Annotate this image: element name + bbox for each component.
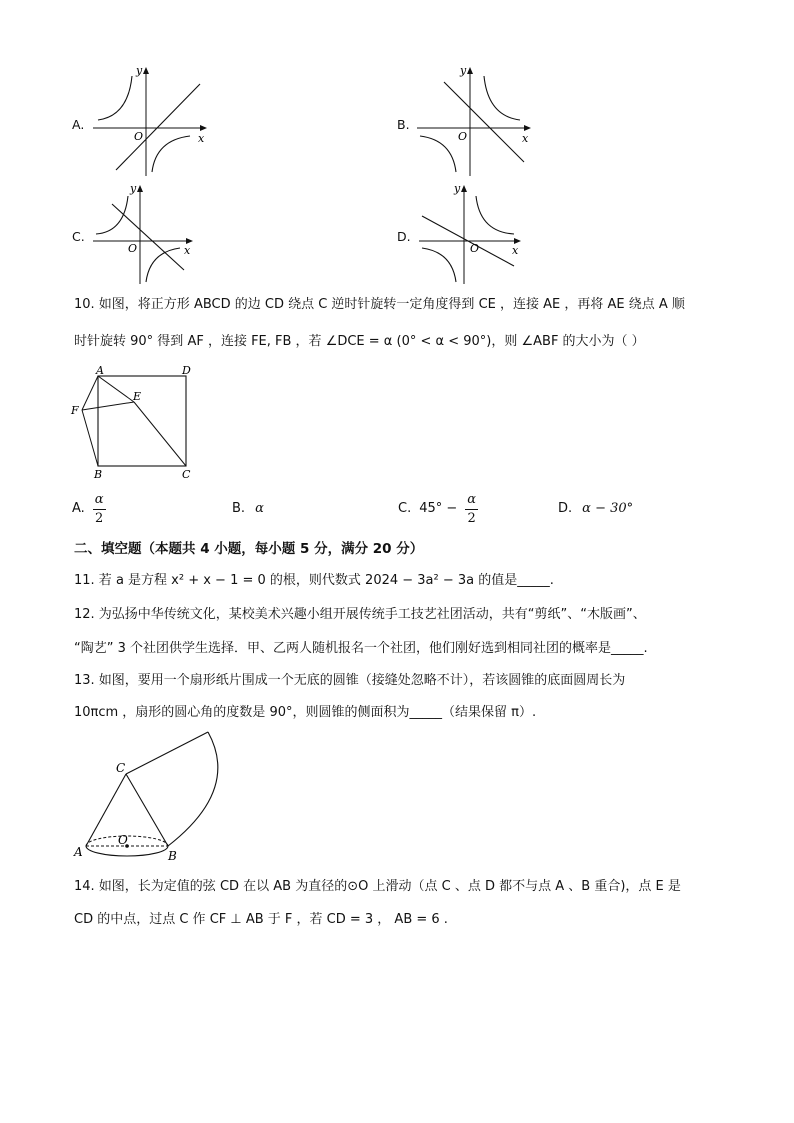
fraction xyxy=(93,491,106,528)
q10-square-figure xyxy=(68,364,198,484)
point-f-label: F xyxy=(71,404,79,417)
choice-letter: C. xyxy=(398,501,412,516)
y-axis-label: y xyxy=(454,182,461,195)
origin-label: O xyxy=(128,242,138,255)
choice-letter: A. xyxy=(72,501,85,516)
fraction xyxy=(465,491,478,528)
denominator: 2 xyxy=(467,510,476,526)
q9-graph-c xyxy=(88,180,198,288)
choice-letter: D. xyxy=(558,501,573,516)
x-axis-label: x xyxy=(198,132,205,145)
point-e-label: E xyxy=(133,390,142,403)
x-axis-label: x xyxy=(512,244,519,257)
linear-function-line xyxy=(116,84,200,170)
linear-function-line xyxy=(112,204,184,270)
section-heading: 二、填空题（本题共 4 小题，每小题 5 分，满分 20 分） xyxy=(74,541,424,557)
choice-letter: B. xyxy=(232,501,246,516)
hyperbola-branch xyxy=(420,136,456,172)
q9-option-d-letter: D. xyxy=(397,229,411,244)
q13-text-line1: 13. 如图，要用一个扇形纸片围成一个无底的圆锥（接缝处忽略不计），若该圆锥的底面圆周长为 xyxy=(74,673,626,688)
choice-value: α xyxy=(255,501,264,516)
q12-text-line2: “陶艺” 3 个社团供学生选择．甲、乙两人随机报名一个社团，他们刚好选到相同社团的概率是_____. xyxy=(74,641,648,656)
segment-ae xyxy=(98,376,134,402)
q10-choice-b xyxy=(232,492,264,526)
hyperbola-branch xyxy=(152,136,190,172)
hyperbola-branch xyxy=(146,248,180,282)
origin-label: O xyxy=(458,130,468,143)
q14-text-line2: CD 的中点，过点 C 作 CF ⊥ AB 于 F ，若 CD = 3 ， AB = 6 . xyxy=(74,912,448,927)
q9-graph-a xyxy=(88,62,213,180)
q10-choice-d xyxy=(558,492,633,526)
q9-option-a-letter: A. xyxy=(72,117,85,132)
y-axis-label: y xyxy=(130,182,137,195)
segment-ce xyxy=(134,402,186,466)
denominator: 2 xyxy=(95,510,104,526)
q9-graph-d xyxy=(414,180,526,288)
q9-option-c-letter: C. xyxy=(72,229,85,244)
q12-text-line1: 12. 为弘扬中华传统文化，某校美术兴趣小组开展传统手工技艺社团活动，共有“剪纸”、“木版画”、 xyxy=(74,607,646,622)
cone-slant-right xyxy=(126,774,168,846)
q10-choice-a xyxy=(72,492,106,526)
q13-cone-figure xyxy=(70,730,220,866)
origin-label: O xyxy=(470,242,480,255)
choice-prefix: 45° − xyxy=(419,501,458,516)
hyperbola-branch xyxy=(422,248,456,282)
point-b-label: B xyxy=(168,849,177,863)
x-axis-label: x xyxy=(184,244,191,257)
numerator: α xyxy=(465,491,478,510)
q10-text-line1: 10. 如图，将正方形 ABCD 的边 CD 绕点 C 逆时针旋转一定角度得到 CE ，连接 AE ，再将 AE 绕点 A 顺 xyxy=(74,297,685,312)
hyperbola-branch xyxy=(476,196,514,234)
point-o-label: O xyxy=(118,833,128,847)
q10-choice-c xyxy=(398,492,478,526)
q9-option-b-letter: B. xyxy=(397,117,410,132)
sector-radius xyxy=(126,732,208,774)
q10-text-line2: 时针旋转 90° 得到 AF ，连接 FE, FB ，若 ∠DCE = α (0° < α < 90°)，则 ∠ABF 的大小为（ ） xyxy=(74,334,645,349)
origin-label: O xyxy=(134,130,144,143)
point-b-label: B xyxy=(94,468,103,481)
segment-fb xyxy=(82,410,98,466)
x-axis-label: x xyxy=(522,132,529,145)
point-c-label: C xyxy=(182,468,191,481)
square-abcd xyxy=(98,376,186,466)
q14-text-line1: 14. 如图，长为定值的弦 CD 在以 AB 为直径的⊙O 上滑动（点 C 、点 D 都不与点 A 、B 重合)，点 E 是 xyxy=(74,879,681,894)
segment-af xyxy=(82,376,98,410)
point-c-label: C xyxy=(116,761,126,775)
hyperbola-branch xyxy=(484,76,520,120)
point-a-label: A xyxy=(96,364,104,377)
point-d-label: D xyxy=(182,364,191,377)
choice-value: α − 30° xyxy=(582,501,634,516)
q13-text-line2: 10πcm ，扇形的圆心角的度数是 90°，则圆锥的侧面积为_____（结果保留 π）. xyxy=(74,705,537,720)
q9-graph-b xyxy=(412,62,537,180)
segment-fe xyxy=(82,402,134,410)
hyperbola-branch xyxy=(98,76,132,120)
numerator: α xyxy=(93,491,106,510)
linear-function-line xyxy=(444,82,524,162)
point-a-label: A xyxy=(74,845,83,859)
y-axis-label: y xyxy=(460,64,467,77)
q11-text: 11. 若 a 是方程 x² + x − 1 = 0 的根，则代数式 2024 − 3a² − 3a 的值是_____. xyxy=(74,573,554,588)
y-axis-label: y xyxy=(136,64,143,77)
